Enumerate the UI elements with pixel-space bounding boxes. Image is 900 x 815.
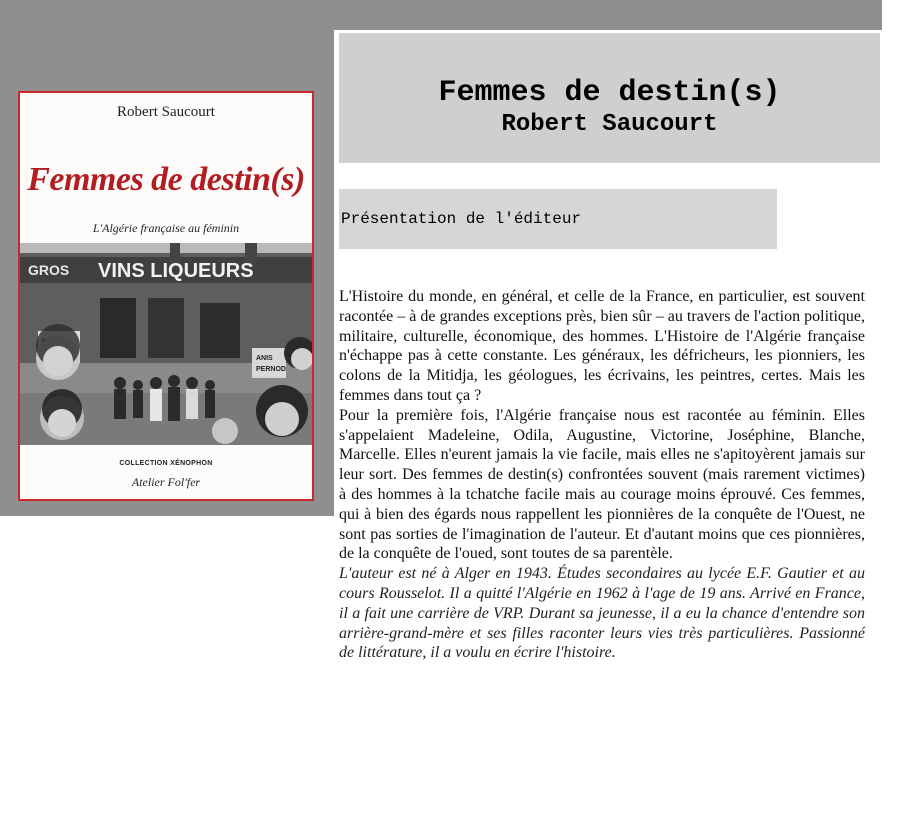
book-cover	[18, 91, 314, 501]
description-paragraph-1: L'Histoire du monde, en général, et celle de la France, en particulier, est souvent racontée – à de grandes exceptions près, bien sûr – au travers de l'action politique, militaire, culturelle, économique, des hommes. L'Histoire de l'Algérie française n'échappe pas à cette constante. Les généraux, les défricheurs, les pionniers, les colons de la Mitidja, les géologues, les écrivains, les peintres, certes. Mais les femmes dans tout ça ?	[339, 288, 865, 404]
cover-author: Robert Saucourt	[117, 104, 215, 120]
photo-poster-pernod: PERNOD	[256, 366, 286, 373]
author-bio: L'auteur est né à Alger en 1943. Études secondaires au lycée E.F. Gautier et au cours Rousselot. Il a quitté l'Algérie en 1962 à l'age de 19 ans. Arrivé en France, il a fait une carrière de VRP. Durant sa jeunesse, il a eu la chance d'entendre son arrière-grand-mère et ses filles raconter leurs vies très particulières. Passionné de littérature, il a voulu en écrire l'histoire.	[339, 565, 865, 662]
cover-photo	[20, 243, 312, 445]
cover-publisher: Atelier Fol'fer	[131, 475, 201, 489]
page-title: Femmes de destin(s)	[438, 76, 781, 110]
book-cover-inner	[20, 93, 312, 499]
cover-title: Femmes de destin(s)	[27, 161, 305, 198]
photo-sign-gros: GROS	[28, 262, 70, 278]
photo-poster-anis: ANIS	[256, 355, 273, 362]
title-box	[339, 33, 880, 163]
description-paragraph-2: Pour la première fois, l'Algérie française nous est racontée au féminin. Elles s'appelaient Madeleine, Odila, Augustine, Victorine, Joséphine, Blanche, Marcelle. Elles n'eurent jamais la vie facile, mais elles ne s'apitoyèrent jamais sur leur sort. Des femmes de destin(s) confrontées souvent (mais rarement victimes) à des hommes à la tchatche facile mais au courage moins éprouvé. Ces femmes, qui à bien des égards nous rappellent les pionnières de la conquête de l'Ouest, ne sont pas sorties de l'imagination de l'auteur. Et d'autant moins que ces pionnières, de la conquête de l'oued, sont toutes de sa parentèle.	[339, 406, 865, 563]
description-text	[339, 287, 865, 663]
photo-sign-vins: VINS LIQUEURS	[98, 260, 254, 282]
cover-subtitle: L'Algérie française au féminin	[92, 221, 240, 235]
section-heading: Présentation de l'éditeur	[341, 210, 582, 228]
page-author: Robert Saucourt	[501, 111, 718, 138]
cover-collection: COLLECTION XÉNOPHON	[119, 460, 213, 467]
section-heading-box	[339, 189, 777, 249]
